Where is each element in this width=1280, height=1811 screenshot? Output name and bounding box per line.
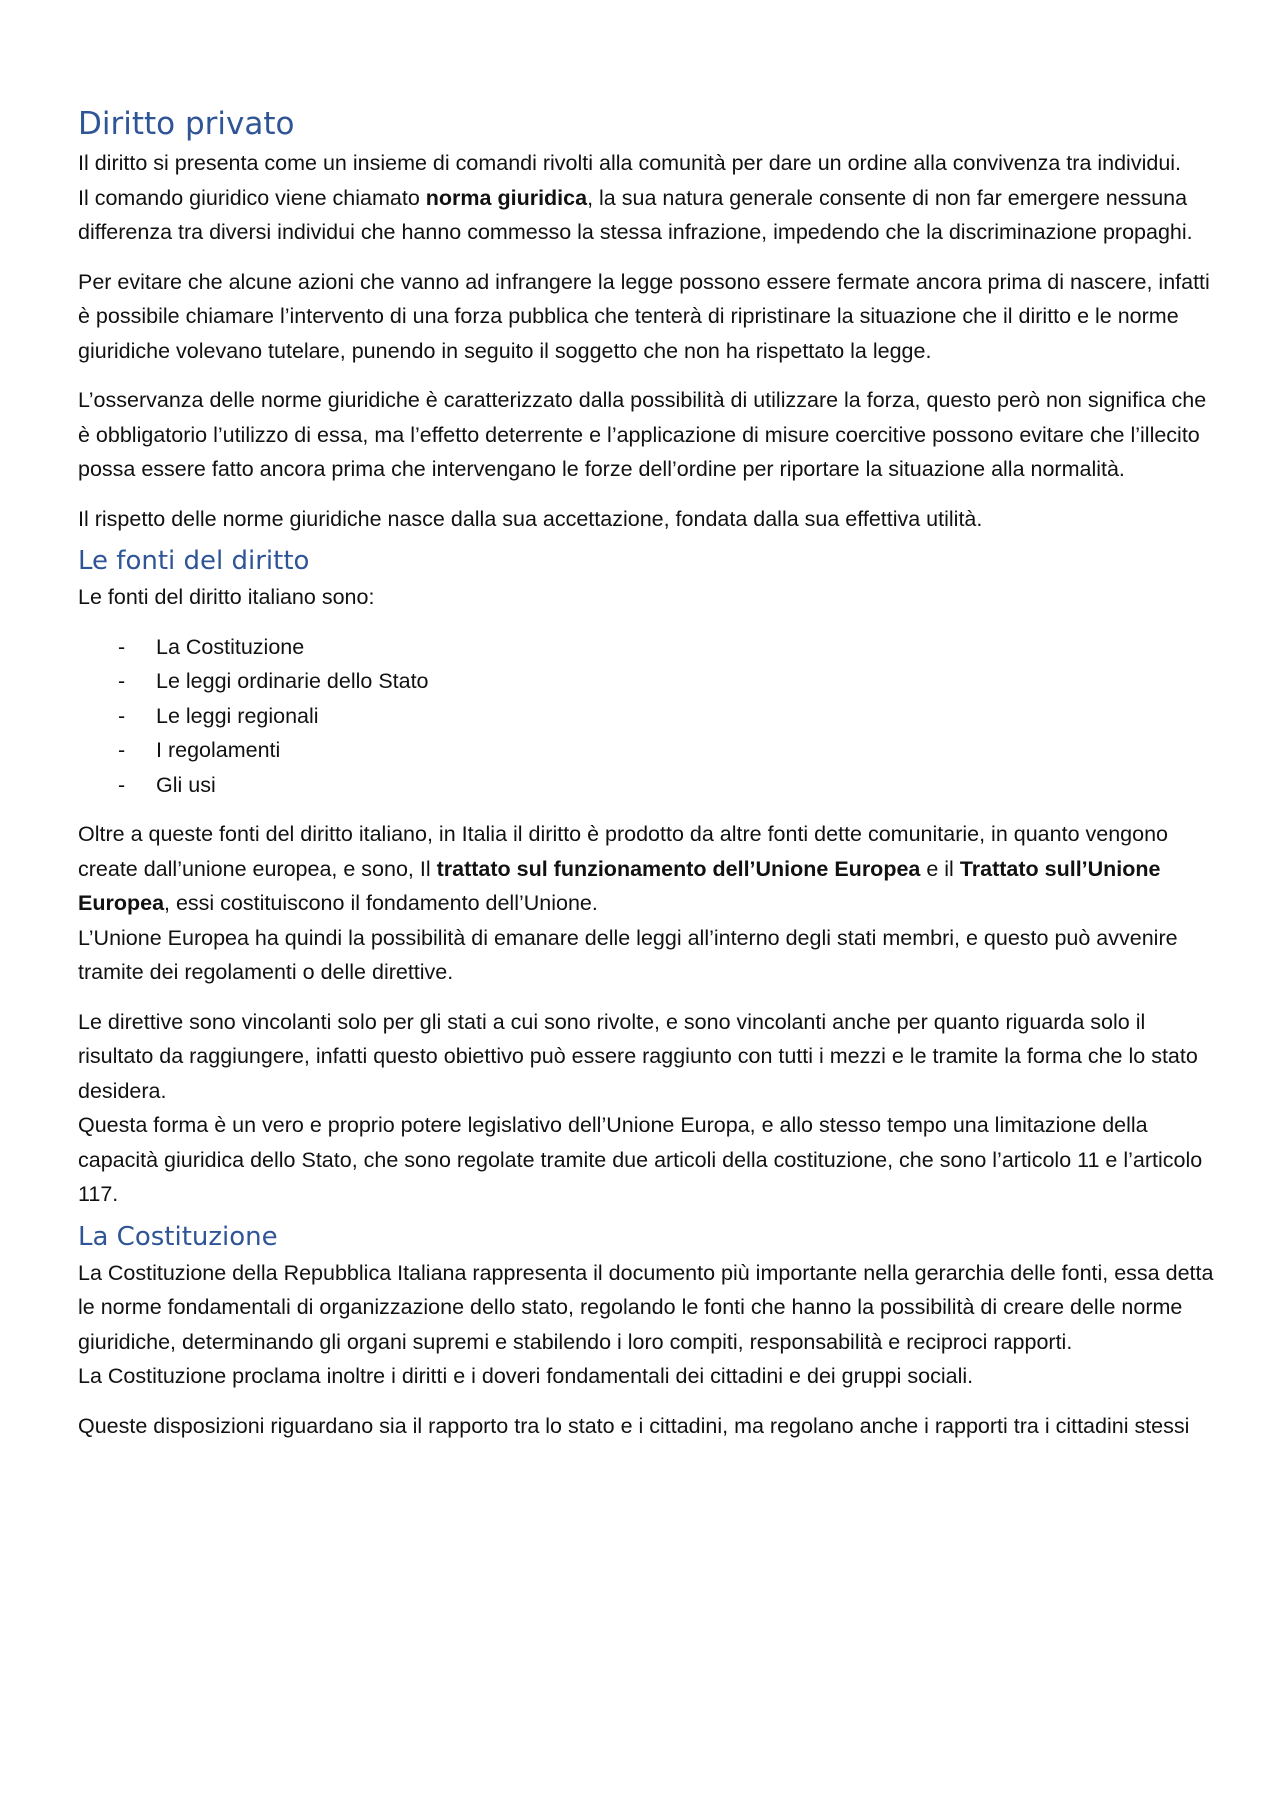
list-item-label: I regolamenti xyxy=(156,738,281,762)
text-run: , la sua natura generale consente di non far emergere nessuna differenza tra diversi individui che hanno commesso la stessa infrazione, impedendo che la discriminazione propaghi. xyxy=(78,185,1193,244)
text-run: Oltre a queste fonti del diritto italiano, in Italia il diritto è prodotto da altre fonti dette comunitarie, in quanto vengono create dall’unione europea, e sono, Il xyxy=(78,822,1168,881)
intro-paragraph-4: L’osservanza delle norme giuridiche è caratterizzato dalla possibilità di utilizzare la forza, questo però non significa che è obbligatorio l’utilizzo di essa, ma l’effetto deterrente e l’applicazione di misure coercitive possono evitare che l’illecito possa essere fatto ancora prima che intervengano le forze dell’ordine per riportare la situazione alla normalità. xyxy=(78,388,1207,481)
bold-term-tue: Trattato sull’Unione Europea xyxy=(78,856,1161,915)
intro-paragraph-1: Il diritto si presenta come un insieme di comandi rivolti alla comunità per dare un ordine alla convivenza tra individui. xyxy=(78,151,1182,175)
list-bullet: - xyxy=(118,738,126,762)
list-bullet: - xyxy=(118,772,126,797)
list-item xyxy=(78,699,1218,734)
constitution-paragraph-1: La Costituzione della Repubblica Italiana rappresenta il documento più importante nella gerarchia delle fonti, essa detta le norme fondamentali di organizzazione dello stato, regolando le fonti che hanno la possibilità di creare delle norme giuridiche, determinando gli organi supremi e stabilendo i loro compiti, responsabilità e reciproci rapporti. xyxy=(78,1260,1214,1354)
intro-paragraph-3: Per evitare che alcune azioni che vanno ad infrangere la legge possono essere fermate ancora prima di nascere, infatti è possibile chiamare l’intervento di una forza pubblica che tenterà di ripristinare la situazione che il diritto e le norme giuridiche volevano tutelare, punendo in seguito il soggetto che non ha rispettato la legge. xyxy=(78,269,1210,363)
list-bullet: - xyxy=(118,669,126,693)
constitution-paragraph-3: Queste disposizioni riguardano sia il rapporto tra lo stato e i cittadini, ma regolano anche i rapporti tra i cittadini stessi xyxy=(78,1413,1190,1438)
text-run: Il comando giuridico viene chiamato xyxy=(78,185,426,210)
constitution-paragraph-2: La Costituzione proclama inoltre i diritti e i doveri fondamentali dei cittadini e dei gruppi sociali. xyxy=(78,1364,974,1388)
document-title: Diritto privato xyxy=(78,106,295,142)
list-item xyxy=(78,768,1218,803)
section-heading-constitution: La Costituzione xyxy=(78,1221,278,1252)
list-bullet: - xyxy=(118,634,126,659)
sources-paragraph-1 xyxy=(78,817,1218,921)
list-item xyxy=(78,733,1218,768)
bold-term-norma-giuridica: norma giuridica xyxy=(425,185,588,210)
sources-paragraph-3: Le direttive sono vincolanti solo per gli stati a cui sono rivolte, e sono vincolanti anche per quanto riguarda solo il risultato da raggiungere, infatti questo obiettivo può essere raggiunto con tutti i mezzi e le tramite la forma che lo stato desidera. xyxy=(78,1009,1198,1103)
text-run: e il xyxy=(920,856,960,881)
list-item xyxy=(78,664,1218,699)
sources-lead: Le fonti del diritto italiano sono: xyxy=(78,585,375,609)
document-page xyxy=(78,96,1218,1443)
list-bullet: - xyxy=(118,703,126,728)
section-heading-sources: Le fonti del diritto xyxy=(78,546,310,576)
list-item xyxy=(78,630,1218,665)
sources-list xyxy=(78,630,1218,803)
intro-paragraph-2 xyxy=(78,181,1218,250)
list-item-label: Le leggi regionali xyxy=(156,703,319,728)
sources-paragraph-2: L’Unione Europea ha quindi la possibilità di emanare delle leggi all’interno degli stati membri, e questo può avvenire tramite dei regolamenti o delle direttive. xyxy=(78,925,1178,984)
sources-paragraph-4: Questa forma è un vero e proprio potere legislativo dell’Unione Europa, e allo stesso tempo una limitazione della capacità giuridica dello Stato, che sono regolate tramite due articoli della costituzione, che sono l’articolo 11 e l’articolo 117. xyxy=(78,1113,1203,1206)
bold-term-tfue: trattato sul funzionamento dell’Unione Europea xyxy=(436,856,921,881)
list-item-label: Le leggi ordinarie dello Stato xyxy=(156,669,429,693)
list-item-label: Gli usi xyxy=(156,772,216,797)
text-run: , essi costituiscono il fondamento dell’Unione. xyxy=(164,891,598,915)
list-item-label: La Costituzione xyxy=(156,634,305,659)
intro-paragraph-5: Il rispetto delle norme giuridiche nasce dalla sua accettazione, fondata dalla sua effettiva utilità. xyxy=(78,506,983,531)
